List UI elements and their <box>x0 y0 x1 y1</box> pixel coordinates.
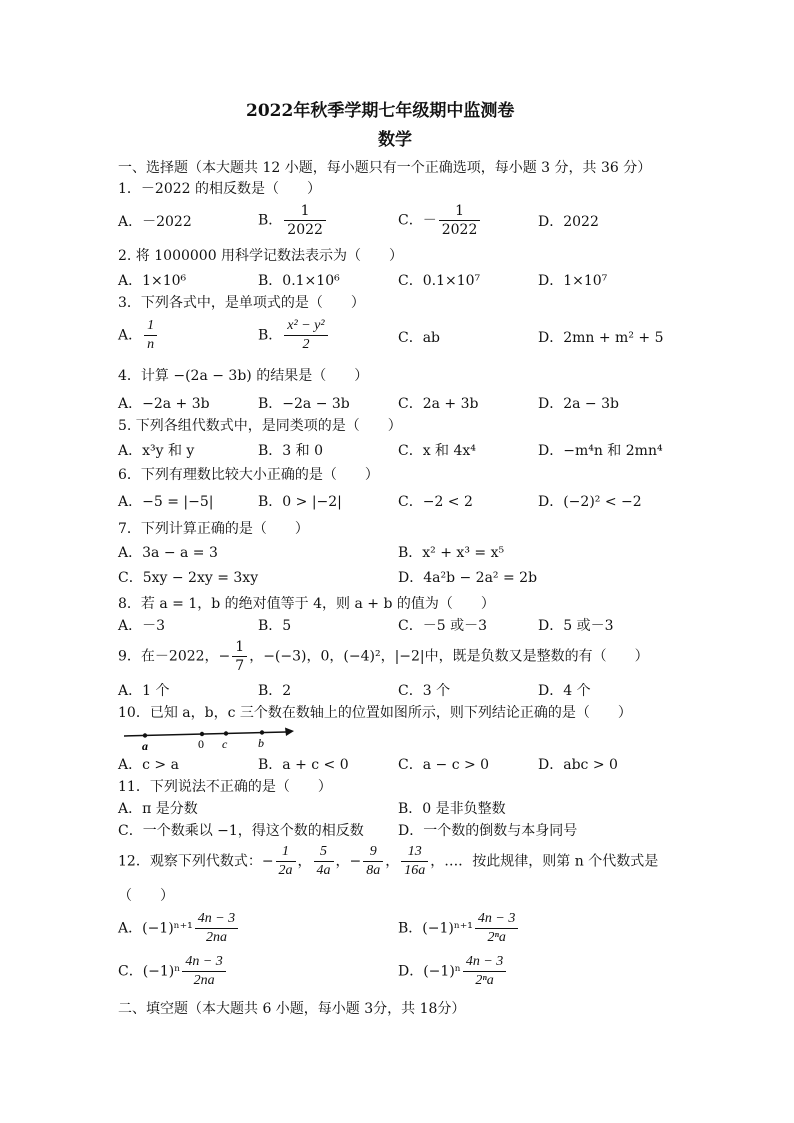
q7-option-d: D．4a²b − 2a² = 2b <box>398 570 538 586</box>
point-zero <box>200 732 204 736</box>
arrow-head-icon <box>285 728 294 737</box>
denominator: 2a <box>278 863 293 878</box>
separator: ， <box>385 853 400 870</box>
q10-option-a: A．c > a <box>118 757 179 773</box>
fraction <box>232 638 247 675</box>
option-label: A． <box>118 327 143 344</box>
separator: ，− <box>335 853 362 870</box>
q2-option-a: A．1×10⁶ <box>118 273 187 289</box>
q9-option-a: A．1 个 <box>118 683 170 699</box>
denominator: 2na <box>205 930 227 945</box>
subject-title: 数学 <box>378 130 412 150</box>
option-label: D．(−1)ⁿ <box>398 963 461 980</box>
fraction <box>314 843 334 880</box>
denominator: 8a <box>366 863 381 878</box>
q1-option-b <box>258 202 328 239</box>
denominator: 2022 <box>287 222 323 238</box>
q3-option-d: D．2mn + m² + 5 <box>538 330 664 346</box>
q2-option-d: D．1×10⁷ <box>538 273 608 289</box>
q12-option-d <box>398 953 508 990</box>
denominator: 7 <box>235 658 245 674</box>
denominator: 2na <box>193 973 215 988</box>
q9-option-c: C．3 个 <box>398 683 451 699</box>
numerator: 1 <box>439 202 481 221</box>
q3-option-a <box>118 317 159 354</box>
fraction <box>475 910 518 947</box>
q9-option-d: D．4 个 <box>538 683 591 699</box>
q1-option-d: D．2022 <box>538 214 599 230</box>
q8-option-c: C．－5 或－3 <box>398 618 487 634</box>
fraction <box>363 843 383 880</box>
q3-option-c: C．ab <box>398 330 441 346</box>
q11-stem: 11．下列说法不正确的是（ ） <box>118 779 332 795</box>
fraction <box>463 953 506 990</box>
q3-option-b <box>258 317 330 354</box>
q1-option-a: A．－2022 <box>118 214 192 230</box>
q11-option-a: A．π 是分数 <box>118 801 198 817</box>
q3-stem: 3．下列各式中，是单项式的是（ ） <box>118 295 365 311</box>
q8-option-d: D．5 或－3 <box>538 618 614 634</box>
q2-option-b: B．0.1×10⁶ <box>258 273 340 289</box>
option-label: C．(−1)ⁿ <box>118 963 181 980</box>
q8-option-a: A．－3 <box>118 618 166 634</box>
denominator: 2 <box>302 337 310 352</box>
q4-stem: 4．计算 −(2a − 3b) 的结果是（ ） <box>118 368 369 384</box>
numerator: 1 <box>276 843 296 862</box>
numerator: 5 <box>314 843 334 862</box>
q1-option-c <box>398 202 482 239</box>
q6-option-c: C．−2 < 2 <box>398 494 473 510</box>
q5-option-d: D．−m⁴n 和 2mn⁴ <box>538 443 663 459</box>
fraction <box>284 317 327 354</box>
q4-option-d: D．2a − 3b <box>538 396 619 412</box>
q6-option-b: B．0 > |−2| <box>258 494 342 510</box>
q2-option-c: C．0.1×10⁷ <box>398 273 481 289</box>
q4-option-c: C．2a + 3b <box>398 396 479 412</box>
q11-option-c: C．一个数乘以 −1，得这个数的相反数 <box>118 823 364 839</box>
q9-stem-start: 9．在－2022，− <box>118 648 231 665</box>
q5-option-b: B．3 和 0 <box>258 443 324 459</box>
q6-option-a: A．−5 = |−5| <box>118 494 214 510</box>
option-label: B． <box>258 212 283 229</box>
q6-stem: 6．下列有理数比较大小正确的是（ ） <box>118 467 379 483</box>
q1-stem: 1．－2022 的相反数是（ ） <box>118 181 321 197</box>
denominator: 16a <box>404 863 426 878</box>
q8-stem: 8．若 a = 1，b 的绝对值等于 4，则 a + b 的值为（ ） <box>118 596 495 612</box>
fraction <box>276 843 296 880</box>
denominator: 2ⁿa <box>487 930 506 945</box>
option-label: B．(−1)ⁿ⁺¹ <box>398 920 473 937</box>
fraction <box>144 317 157 354</box>
q9-option-b: B．2 <box>258 683 292 699</box>
label-a: a <box>142 739 148 753</box>
numerator: 4n − 3 <box>463 953 506 972</box>
option-label: B． <box>258 327 283 344</box>
q5-option-c: C．x 和 4x⁴ <box>398 443 476 459</box>
section2-heading: 二、填空题（本大题共 6 小题，每小题 3分，共 18分） <box>118 1001 466 1017</box>
denominator: 4a <box>316 863 331 878</box>
numerator: 1 <box>144 317 157 336</box>
q10-option-c: C．a − c > 0 <box>398 757 490 773</box>
q12-stem-start: 12．观察下列代数式：− <box>118 853 274 870</box>
denominator: n <box>147 337 155 352</box>
q11-option-d: D．一个数的倒数与本身同号 <box>398 823 578 839</box>
q12-option-b <box>398 910 520 947</box>
q4-option-a: A．−2a + 3b <box>118 396 210 412</box>
q9-stem <box>118 638 649 675</box>
label-zero: 0 <box>198 737 204 751</box>
point-a <box>143 733 147 737</box>
q11-option-b: B．0 是非负整数 <box>398 801 506 817</box>
denominator: 2022 <box>441 222 478 238</box>
q10-option-b: B．a + c < 0 <box>258 757 349 773</box>
q5-option-a: A．x³y 和 y <box>118 443 195 459</box>
numerator: 1 <box>232 638 247 657</box>
q2-stem: 2. 将 1000000 用科学记数法表示为（ ） <box>118 248 404 264</box>
q12-answer-paren: （ ） <box>118 888 174 904</box>
numerator: 1 <box>284 202 326 221</box>
separator: ， <box>297 853 312 870</box>
point-b <box>260 730 264 734</box>
q12-stem-end: ，…．按此规律，则第 n 个代数式是 <box>430 853 659 870</box>
exam-title: 2022年秋季学期七年级期中监测卷 <box>246 101 515 121</box>
fraction <box>401 843 428 880</box>
fraction <box>284 202 326 239</box>
fraction <box>182 953 225 990</box>
q10-stem: 10．已知 a，b，c 三个数在数轴上的位置如图所示，则下列结论正确的是（ ） <box>118 705 632 721</box>
q12-option-c <box>118 953 228 990</box>
numerator: 4n − 3 <box>475 910 518 929</box>
numerator: 4n − 3 <box>195 910 238 929</box>
q4-option-b: B．−2a − 3b <box>258 396 350 412</box>
label-c: c <box>222 737 228 751</box>
denominator: 2ⁿa <box>475 973 494 988</box>
q5-stem: 5. 下列各组代数式中，是同类项的是（ ） <box>118 418 402 434</box>
numerator: 13 <box>401 843 428 862</box>
q7-option-c: C．5xy − 2xy = 3xy <box>118 570 259 586</box>
fraction <box>439 202 481 239</box>
numerator: 9 <box>363 843 383 862</box>
q8-option-b: B．5 <box>258 618 292 634</box>
option-label: A．(−1)ⁿ⁺¹ <box>118 920 193 937</box>
q12-stem <box>118 843 658 880</box>
numerator: x² − y² <box>284 317 327 336</box>
numerator: 4n − 3 <box>182 953 225 972</box>
label-b: b <box>258 736 264 750</box>
section1-heading: 一、选择题（本大题共 12 小题，每小题只有一个正确选项，每小题 3 分，共 36 分） <box>118 160 652 176</box>
option-label: C．－ <box>398 212 437 229</box>
q6-option-d: D．(−2)² < −2 <box>538 494 642 510</box>
q7-option-a: A．3a − a = 3 <box>118 545 218 561</box>
q7-stem: 7．下列计算正确的是（ ） <box>118 521 309 537</box>
number-line-figure <box>118 726 298 754</box>
q7-option-b: B．x² + x³ = x⁵ <box>398 545 505 561</box>
q9-stem-end: ，−(−3)，0，(−4)²，|−2|中，既是负数又是整数的有（ ） <box>249 648 649 665</box>
point-c <box>224 731 228 735</box>
q12-option-a <box>118 910 240 947</box>
q10-option-d: D．abc > 0 <box>538 757 618 773</box>
fraction <box>195 910 238 947</box>
